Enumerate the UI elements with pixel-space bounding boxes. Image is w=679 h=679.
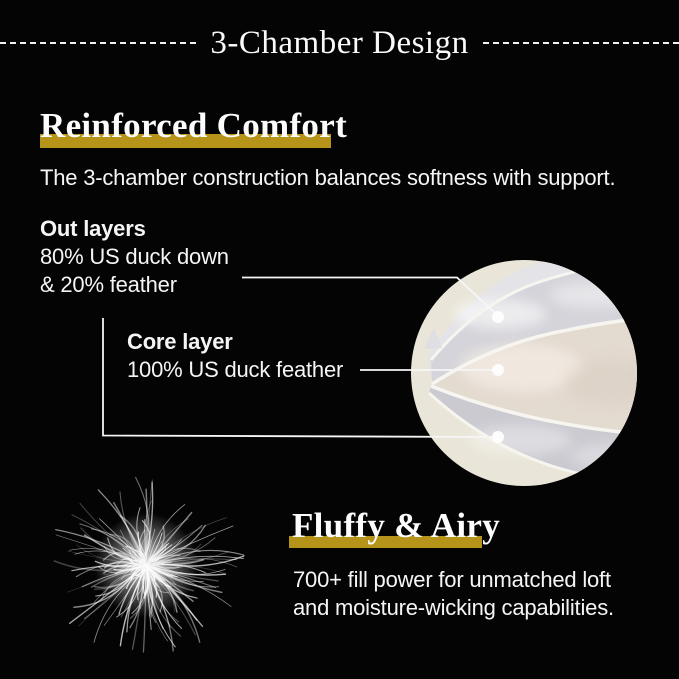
pillow-top-fabric-band (428, 238, 660, 376)
callout-out-layers (40, 215, 229, 299)
fluffy-description-line2: and moisture-wicking capabilities. (293, 595, 614, 620)
pillow-bottom-edge-seam (429, 393, 660, 488)
chamber-marker-dot-top (492, 311, 504, 323)
fluff-glow (94, 513, 198, 617)
out-layers-line1: 80% US duck down (40, 244, 229, 269)
pillow-top-chamber (431, 257, 660, 384)
section-heading-fluffy: Fluffy & Airy (292, 506, 501, 545)
pillow-cross-section-image (411, 238, 660, 488)
title-dash-left (0, 42, 196, 44)
chamber-marker-dots (492, 311, 504, 443)
page-title: 3-Chamber Design (210, 24, 469, 61)
core-layer-title: Core layer (127, 329, 233, 354)
header (0, 23, 679, 63)
out-layers-title: Out layers (40, 216, 146, 241)
connector-out-layers-top (242, 278, 498, 317)
fluffy-description-line1: 700+ fill power for unmatched loft (293, 567, 611, 592)
circle-background (411, 260, 637, 486)
down-cluster-image (54, 477, 244, 652)
chamber-marker-dot-bottom (492, 431, 504, 443)
fluff-strokes (54, 477, 244, 652)
section-heading-reinforced: Reinforced Comfort (40, 106, 348, 145)
pillow-seam-upper (432, 316, 660, 384)
pillow-seam-lower (431, 386, 660, 436)
pillow-bottom-chamber (429, 386, 660, 488)
section-description-reinforced: The 3-chamber construction balances softness with support. (40, 165, 616, 190)
pillow-corner-fold (424, 328, 442, 349)
out-layers-line2: & 20% feather (40, 272, 177, 297)
chamber-marker-dot-core (492, 364, 504, 376)
core-layer-line1: 100% US duck feather (127, 357, 344, 382)
callout-core-layer (127, 328, 343, 384)
pillow-core-chamber (431, 316, 660, 436)
section-description-fluffy (293, 566, 614, 622)
title-dash-right (483, 42, 679, 44)
pillow-top-edge-seam (431, 257, 660, 360)
